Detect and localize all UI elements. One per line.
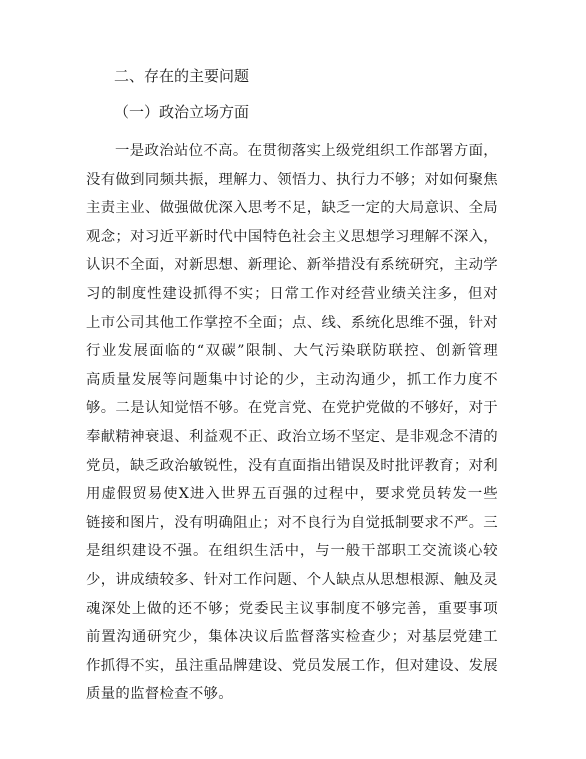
paragraph-line: 质量的监督检查不够。 — [86, 686, 233, 703]
paragraph-line: 作抓得不实，虽注重品牌建设、党员发展工作，但对建设、发展 — [86, 657, 498, 674]
paragraph-line: 没有做到同频共振，理解力、领悟力、执行力不够；对如何聚焦 — [86, 171, 498, 188]
section-heading: 二、存在的主要问题 — [114, 67, 250, 85]
paragraph-line: 是组织建设不强。在组织生活中，与一般干部职工交流谈心较 — [86, 543, 498, 560]
document-content — [86, 66, 498, 709]
body-paragraph — [86, 137, 498, 709]
paragraph-line: 行业发展面临的“双碳”限制、大气污染联防联控、创新管理 — [86, 343, 498, 360]
subsection-heading: （一）政治立场方面 — [114, 103, 250, 121]
paragraph-line: 上市公司其他工作掌控不全面；点、线、系统化思维不强，针对 — [86, 314, 498, 331]
paragraph-line: 链接和图片，没有明确阻止；对不良行为自觉抵制要求不严。三 — [86, 514, 498, 531]
paragraph-line: 高质量发展等问题集中讨论的少，主动沟通少，抓工作力度不 — [86, 371, 498, 388]
paragraph-line: 用虚假贸易使X进入世界五百强的过程中，要求党员转发一些 — [86, 486, 498, 503]
paragraph-line: 少，讲成绩较多、针对工作问题、个人缺点从思想根源、触及灵 — [86, 571, 498, 588]
paragraph-line: 一是政治站位不高。在贯彻落实上级党组织工作部署方面， — [115, 143, 498, 159]
paragraph-line: 党员，缺乏政治敏锐性，没有直面指出错误及时批评教育；对利 — [86, 457, 498, 474]
paragraph-line: 习的制度性建设抓得不实；日常工作对经营业绩关注多，但对 — [86, 285, 498, 302]
paragraph-line: 魂深处上做的还不够；党委民主议事制度不够完善，重要事项 — [86, 600, 498, 617]
paragraph-line: 认识不全面，对新思想、新理论、新举措没有系统研究，主动学 — [86, 257, 498, 274]
paragraph-line: 主责主业、做强做优深入思考不足，缺乏一定的大局意识、全局 — [86, 200, 498, 217]
paragraph-line: 够。二是认知觉悟不够。在党言党、在党护党做的不够好，对于 — [86, 400, 498, 417]
paragraph-line: 奉献精神衰退、利益观不正、政治立场不坚定、是非观念不清的 — [86, 428, 498, 445]
paragraph-line: 观念；对习近平新时代中国特色社会主义思想学习理解不深入， — [86, 228, 498, 245]
paragraph-line: 前置沟通研究少，集体决议后监督落实检查少；对基层党建工 — [86, 629, 498, 646]
